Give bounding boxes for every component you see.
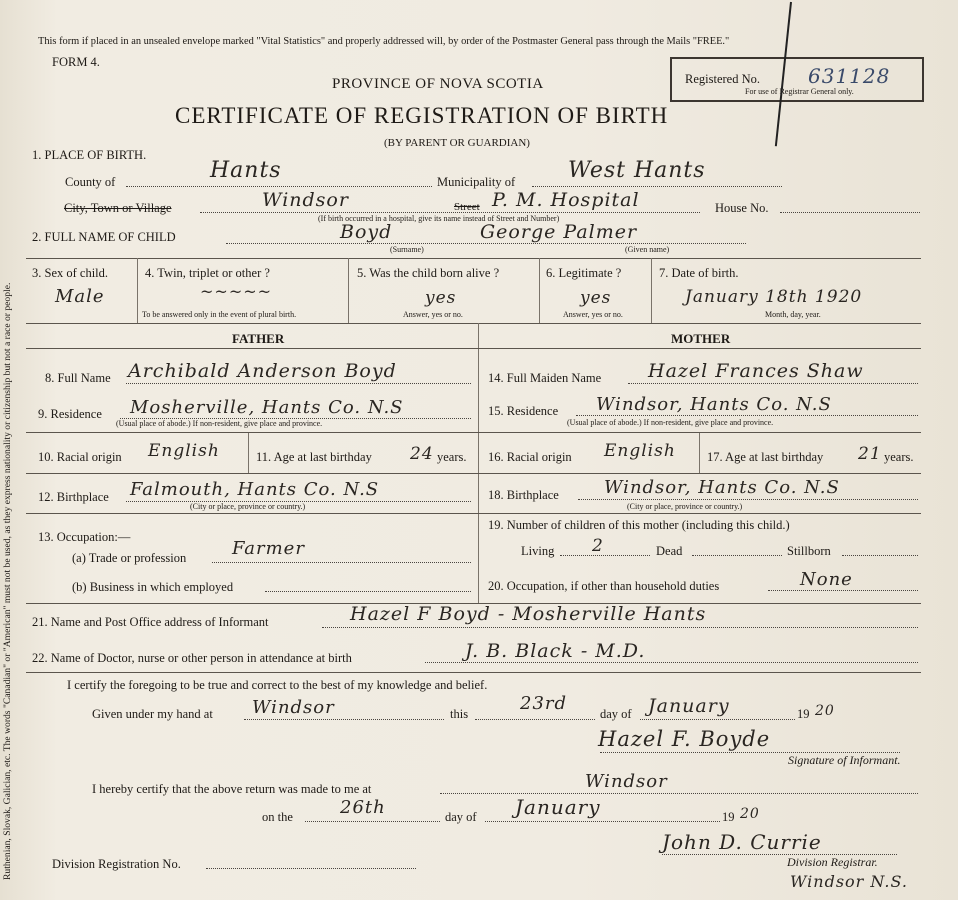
stillborn-label: Stillborn bbox=[787, 544, 831, 558]
this-label: this bbox=[450, 707, 469, 721]
mother-birthplace: Windsor, Hants Co. N.S bbox=[604, 477, 840, 498]
father-heading: FATHER bbox=[232, 331, 285, 346]
registrar-place: Windsor N.S. bbox=[790, 872, 908, 891]
registered-label: Registered No. bbox=[685, 72, 760, 86]
father-trade: Farmer bbox=[232, 538, 305, 559]
registration-month: January bbox=[515, 795, 601, 819]
city-label: City, Town or Village bbox=[64, 201, 172, 215]
child-surname: Boyd bbox=[340, 221, 393, 243]
twin-note: To be answered only in the event of plural birth. bbox=[142, 310, 297, 319]
father-birthplace: Falmouth, Hants Co. N.S bbox=[130, 479, 380, 500]
mother-race: English bbox=[604, 441, 676, 461]
province-heading: PROVINCE OF NOVA SCOTIA bbox=[332, 76, 544, 92]
informant-signature: Hazel F. Boyde bbox=[598, 727, 771, 751]
mail-notice: This form if placed in an unsealed envelope marked "Vital Statistics" and properly addressed will, by order of the Postmaster General pass through the Mails "FREE." bbox=[38, 36, 730, 47]
legit-label: 6. Legitimate ? bbox=[546, 266, 622, 280]
mother-name-label: 14. Full Maiden Name bbox=[488, 371, 602, 385]
living-value: 2 bbox=[592, 536, 604, 556]
informant-label: 21. Name and Post Office address of Informant bbox=[32, 615, 269, 629]
father-bp-label: 12. Birthplace bbox=[38, 490, 109, 504]
father-res-note: (Usual place of abode.) If non-resident, give place and province. bbox=[116, 419, 323, 428]
sex-value: Male bbox=[55, 286, 105, 307]
given-note: (Given name) bbox=[625, 245, 670, 254]
trade-label: (a) Trade or profession bbox=[72, 551, 187, 565]
cert-line-1: I certify the foregoing to be true and correct to the best of my knowledge and belief. bbox=[67, 678, 488, 692]
mother-years: years. bbox=[884, 450, 914, 464]
father-bp-note: (City or place, province or country.) bbox=[190, 502, 306, 511]
alive-value: yes bbox=[425, 288, 457, 308]
mother-bp-note: (City or place, province or country.) bbox=[627, 502, 743, 511]
father-age: 24 bbox=[410, 444, 434, 464]
registered-number: 631128 bbox=[808, 64, 891, 88]
child-name-label: 2. FULL NAME OF CHILD bbox=[32, 230, 176, 244]
mother-res-label: 15. Residence bbox=[488, 404, 559, 418]
cert-month: January bbox=[648, 695, 730, 717]
sex-label: 3. Sex of child. bbox=[32, 266, 109, 280]
father-race: English bbox=[148, 441, 220, 461]
doctor-label: 22. Name of Doctor, nurse or other person in attendance at birth bbox=[32, 651, 352, 665]
alive-label: 5. Was the child born alive ? bbox=[357, 266, 500, 280]
mother-occupation: None bbox=[800, 569, 853, 590]
business-label: (b) Business in which employed bbox=[72, 580, 234, 594]
informant-value: Hazel F Boyd - Mosherville Hants bbox=[350, 603, 707, 625]
city-value: Windsor bbox=[262, 189, 349, 211]
dead-label: Dead bbox=[656, 544, 683, 558]
given-label: Given under my hand at bbox=[92, 707, 213, 721]
cert-line-2: I hereby certify that the above return was made to me at bbox=[92, 782, 372, 796]
street-label: Street bbox=[454, 201, 480, 213]
day-of-label: day of bbox=[600, 707, 632, 721]
registration-year-prefix: 19 bbox=[722, 810, 735, 824]
father-name-label: 8. Full Name bbox=[45, 371, 111, 385]
registrar-signature: John D. Currie bbox=[662, 830, 822, 854]
registration-year: 20 bbox=[740, 806, 760, 822]
house-label: House No. bbox=[715, 201, 769, 215]
county-label: County of bbox=[65, 175, 116, 189]
father-years: years. bbox=[437, 450, 467, 464]
mother-occ-label: 20. Occupation, if other than household duties bbox=[488, 579, 720, 593]
mother-race-label: 16. Racial origin bbox=[488, 450, 572, 464]
father-occ-label: 13. Occupation:— bbox=[38, 530, 131, 544]
surname-note: (Surname) bbox=[390, 245, 424, 254]
registrar-note: For use of Registrar General only. bbox=[745, 87, 854, 96]
twin-value: ~~~~~ bbox=[200, 282, 273, 301]
on-label: on the bbox=[262, 810, 293, 824]
cert-place: Windsor bbox=[252, 697, 335, 718]
street-value: P. M. Hospital bbox=[492, 189, 640, 211]
page-subtitle: (BY PARENT OR GUARDIAN) bbox=[384, 137, 530, 149]
year-prefix: 19 bbox=[797, 707, 810, 721]
twin-label: 4. Twin, triplet or other ? bbox=[145, 266, 270, 280]
side-note: Ruthenian, Slovak, Galician, etc. The words "Canadian" or "American" must not be used, as they express nationality or citizenship but not a race or people. bbox=[2, 282, 13, 880]
page-title: CERTIFICATE OF REGISTRATION OF BIRTH bbox=[175, 103, 669, 128]
father-name: Archibald Anderson Boyd bbox=[128, 360, 397, 382]
mother-age: 21 bbox=[858, 444, 882, 464]
child-given-name: George Palmer bbox=[480, 221, 638, 243]
registration-day-of: day of bbox=[445, 810, 477, 824]
signature-label: Signature of Informant. bbox=[788, 753, 901, 767]
doctor-value: J. B. Black - M.D. bbox=[465, 640, 646, 662]
legit-note: Answer, yes or no. bbox=[563, 310, 623, 319]
mother-name: Hazel Frances Shaw bbox=[648, 360, 864, 382]
alive-note: Answer, yes or no. bbox=[403, 310, 463, 319]
mother-age-label: 17. Age at last birthday bbox=[707, 450, 824, 464]
father-res-label: 9. Residence bbox=[38, 407, 102, 421]
legit-value: yes bbox=[580, 288, 612, 308]
municipality-label: Municipality of bbox=[437, 175, 516, 189]
mother-heading: MOTHER bbox=[671, 331, 731, 346]
registrar-label: Division Registrar. bbox=[787, 855, 878, 869]
form-number: FORM 4. bbox=[52, 55, 100, 69]
division-label: Division Registration No. bbox=[52, 857, 181, 871]
mother-res-note: (Usual place of abode.) If non-resident, give place and province. bbox=[567, 418, 774, 427]
registration-day: 26th bbox=[340, 797, 386, 818]
cert-day: 23rd bbox=[520, 693, 568, 714]
municipality-value: West Hants bbox=[568, 158, 706, 183]
mother-bp-label: 18. Birthplace bbox=[488, 488, 559, 502]
date-note: Month, day, year. bbox=[765, 310, 821, 319]
registrar-place-entry: Windsor bbox=[585, 771, 668, 792]
living-label: Living bbox=[521, 544, 555, 558]
father-residence: Mosherville, Hants Co. N.S bbox=[130, 397, 404, 418]
mother-residence: Windsor, Hants Co. N.S bbox=[596, 394, 832, 415]
cert-year: 20 bbox=[815, 703, 835, 719]
place-heading: 1. PLACE OF BIRTH. bbox=[32, 148, 147, 162]
children-label: 19. Number of children of this mother (including this child.) bbox=[488, 518, 790, 532]
date-label: 7. Date of birth. bbox=[659, 266, 739, 280]
hospital-note: (If birth occurred in a hospital, give its name instead of Street and Number) bbox=[318, 214, 560, 223]
county-value: Hants bbox=[210, 158, 282, 183]
date-value: January 18th 1920 bbox=[685, 287, 863, 307]
father-age-label: 11. Age at last birthday bbox=[256, 450, 372, 464]
father-race-label: 10. Racial origin bbox=[38, 450, 122, 464]
